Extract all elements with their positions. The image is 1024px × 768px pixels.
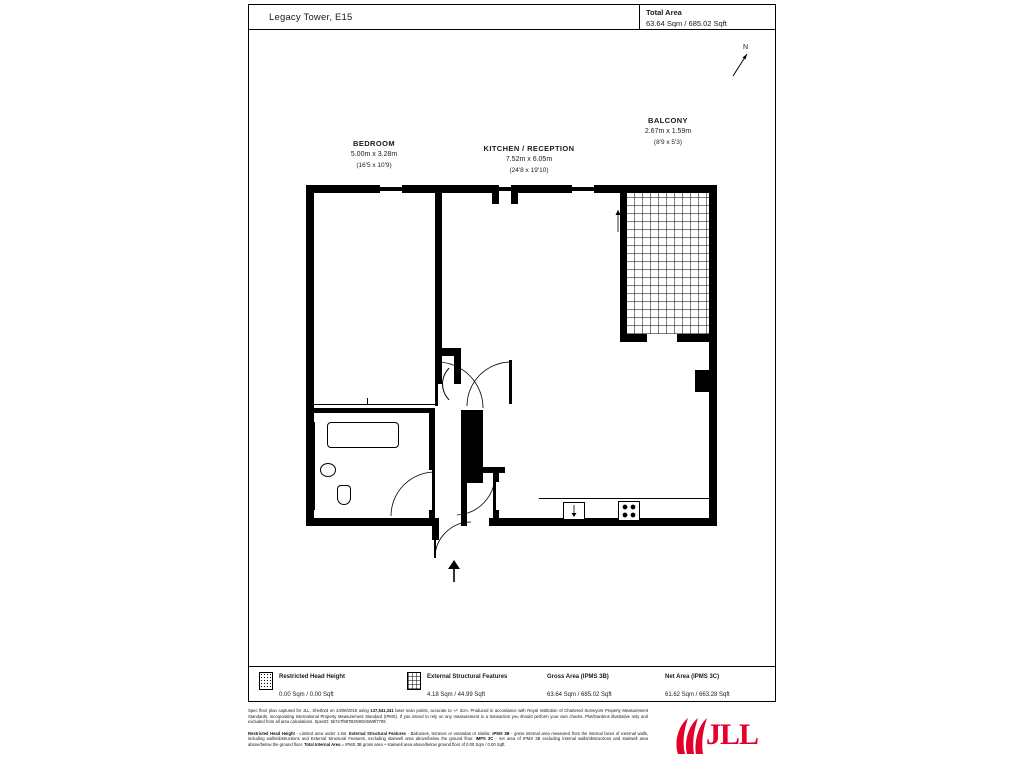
wall-right-lower: [709, 375, 717, 526]
balcony-hatch-area: [626, 193, 709, 334]
legend-value-1: 4.18 Sqm / 44.99 Sqft: [427, 692, 486, 698]
window-top-1: [380, 187, 402, 191]
disclaimer-block: [248, 708, 648, 754]
bedroom-dim-metric: 5.00m x 3.28m: [350, 151, 398, 158]
legend-item-net-area: [655, 667, 775, 701]
disclaimer-1-points: 137,541,341: [370, 708, 394, 713]
sink-tap-icon: [569, 504, 579, 518]
wall-balcony-bottom-gap: [647, 334, 677, 342]
disclaimer-2-b3: IPMS 3B: [492, 730, 510, 736]
balcony-name: BALCONY: [648, 116, 688, 125]
legend-title-1: External Structural Features: [427, 674, 508, 680]
disclaimer-2-b1: Restricted Head Height: [248, 730, 295, 736]
room-label-kitchen: [454, 143, 604, 176]
plan-frame: [248, 30, 776, 666]
door-utility: [455, 473, 499, 519]
wall-right-upper: [709, 185, 717, 375]
disclaimer-2-t4: - net area of IPMS 3B excluding internal walls/obstructions and stairwell area above/below the ground floor.: [248, 736, 648, 747]
wall-bottom-right: [489, 518, 717, 526]
external-structural-features-swatch-icon: [407, 672, 421, 690]
disclaimer-2-b2: External Structural Features: [349, 730, 406, 736]
legend-value-2: 63.64 Sqm / 685.02 Sqft: [547, 692, 612, 698]
wall-top-balcony: [624, 185, 717, 193]
legend-value-0: 0.00 Sqm / 0.00 Sqft: [279, 692, 334, 698]
floorplan-drawing: [249, 30, 777, 666]
window-top-3: [572, 187, 594, 191]
door-kitchen: [465, 360, 521, 416]
bedroom-wardrobe-line: [314, 404, 435, 405]
balcony-door-indicator: [612, 208, 624, 234]
door-entry: [433, 520, 473, 562]
room-label-balcony: [621, 115, 715, 148]
wall-top-4: [492, 185, 499, 204]
washbasin-fixture: [320, 463, 336, 477]
jll-wordmark: JLL: [706, 718, 759, 751]
legend-title-0: Restricted Head Height: [279, 674, 346, 680]
wall-bedroom-divider: [435, 193, 442, 238]
entry-arrow-icon: [445, 558, 463, 584]
wall-right-pier: [695, 370, 717, 392]
disclaimer-2-t1: - Limited area under 1.5m.: [294, 730, 350, 736]
total-area-block: [639, 5, 775, 29]
legend-bar: [248, 666, 776, 702]
bathroom-counter-line: [314, 422, 315, 510]
wall-top-2: [402, 185, 436, 193]
wall-bathroom-top: [314, 408, 434, 413]
wall-entry-left: [419, 518, 433, 526]
disclaimer-2-b4: IMPS 3C: [475, 736, 494, 742]
restricted-head-height-swatch-icon: [259, 672, 273, 690]
plan-header: [248, 4, 776, 30]
legend-item-external-structural-features: [397, 667, 537, 701]
toilet-fixture: [337, 485, 351, 505]
wall-top-left: [306, 185, 380, 193]
disclaimer-1-post: laser scan points, accurate to +/- 3cm. Produced in accordance with Royal Institution of Chartered Surveyors Property Measurement Standards, incorporating International Property Measurement Standard (IPMS). If you intend to rely on any measurement in a transaction you should perform your own checks. Plot/Gardens illustrative only and excluded from all area calculations. SpecID: 5b7e7f987B2N9Ori5W9f7709: [248, 708, 648, 725]
disclaimer-2-t3: - gross internal area measured from the internal faces of external walls, including walls/obstructions and External Structural Features, excluding stairwell area above/below the ground floor.: [248, 730, 648, 742]
legend-item-gross-area: [537, 667, 655, 701]
wall-top-5: [511, 185, 518, 204]
room-label-bedroom: [321, 138, 427, 171]
bedroom-name: BEDROOM: [353, 139, 395, 148]
compass-north-label: N: [743, 44, 749, 51]
wall-bottom-left: [306, 518, 419, 526]
disclaimer-1-pre: Spec floor plan captured for JLL, Shetford on 24/08/2018 using: [248, 708, 371, 713]
hob-burners-icon: [618, 501, 640, 521]
kitchen-name: KITCHEN / RECEPTION: [483, 144, 575, 153]
wall-top-3: [436, 185, 492, 193]
kitchen-dim-metric: 7.52m x 6.05m: [505, 156, 553, 163]
wall-top-6: [518, 185, 572, 193]
bedroom-dim-imperial: (16'5 x 10'9): [356, 162, 392, 169]
wall-left-outer: [306, 185, 314, 526]
bathtub-fixture: [327, 422, 399, 448]
wall-top-7: [594, 185, 624, 193]
bedroom-wardrobe-tick: [367, 398, 368, 405]
disclaimer-2-b5: Total Internal Area: [304, 741, 341, 747]
disclaimer-paragraph-1: [248, 708, 648, 725]
legend-title-2: Gross Area (IPMS 3B): [547, 674, 609, 680]
kitchen-dim-imperial: (24'8 x 19'10): [509, 167, 549, 174]
balcony-dim-imperial: (8'9 x 5'3): [653, 139, 683, 146]
total-area-label: Total Area: [646, 8, 682, 17]
legend-title-3: Net Area (IPMS 3C): [665, 674, 720, 680]
total-area-value: 63.64 Sqm / 685.02 Sqft: [646, 19, 727, 28]
plan-title: Legacy Tower, E15: [269, 11, 353, 23]
disclaimer-2-t5: = IPMS 3B gross area + stairwell area above/below ground floor of 0.00 Sqm / 0.00 Sqft.: [340, 741, 506, 747]
door-bathroom: [389, 470, 437, 518]
jll-mark-icon: [672, 716, 708, 758]
legend-value-3: 61.62 Sqm / 663.28 Sqft: [665, 692, 730, 698]
legend-item-restricted-head-height: [249, 667, 397, 701]
disclaimer-paragraph-2: [248, 731, 648, 748]
disclaimer-2-t2: - Balconies, terraces or verandas or similar.: [406, 730, 493, 736]
balcony-dim-metric: 2.67m x 1.59m: [644, 128, 692, 135]
kitchen-counter-line: [539, 498, 709, 499]
jll-logo: [672, 716, 782, 760]
